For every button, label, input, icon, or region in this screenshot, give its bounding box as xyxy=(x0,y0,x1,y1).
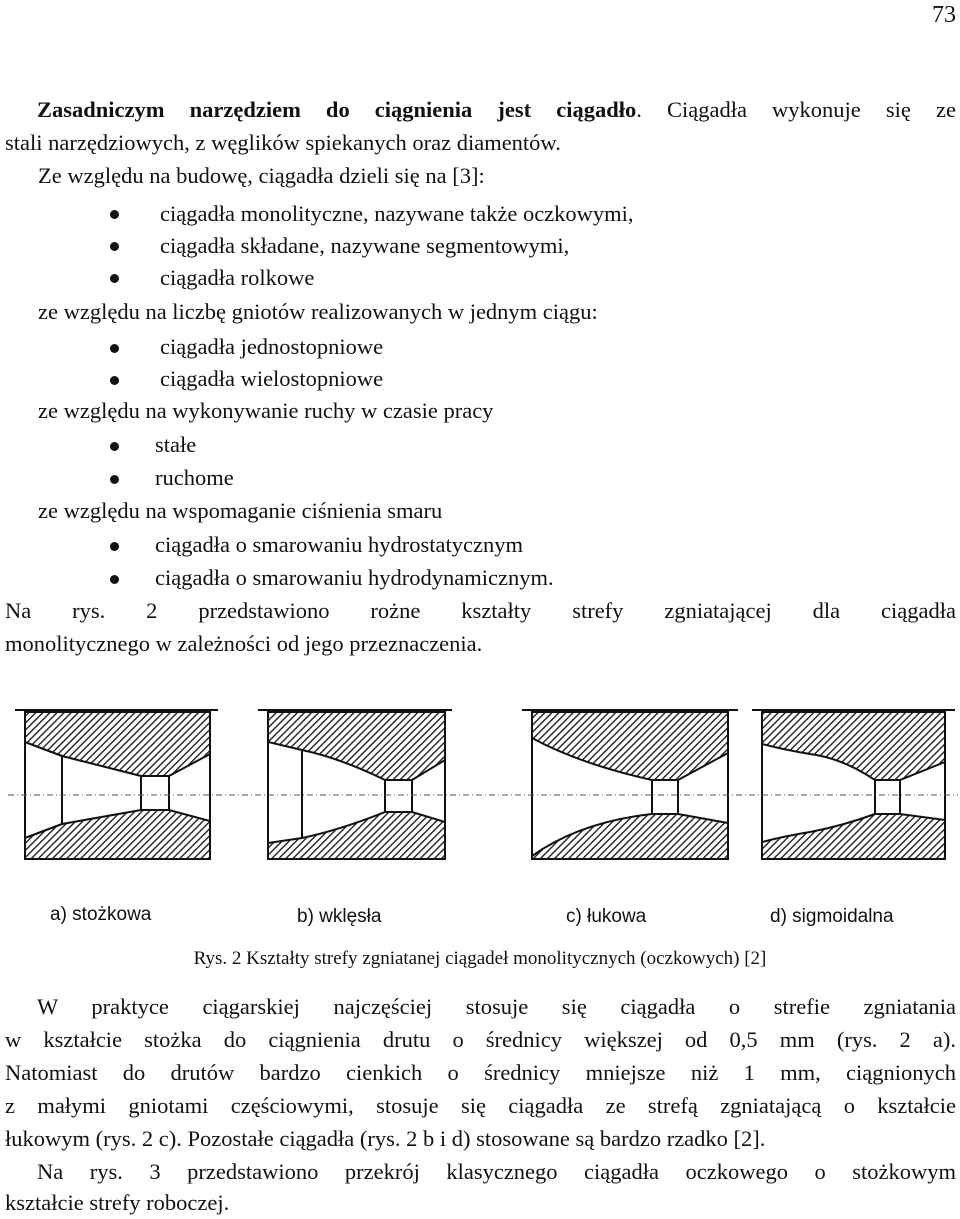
group-heading-3: ze względu na wykonywanie ruchy w czasie pracy xyxy=(38,398,494,423)
page-number: 73 xyxy=(932,2,956,28)
list-item: ciągadła wielostopniowe xyxy=(160,366,384,391)
bullet xyxy=(110,344,119,353)
para2-line-2: w kształcie stożka do ciągnienia drutu o średnicy większej od 0,5 mm (rys. 2 a). xyxy=(5,1027,956,1052)
bullet xyxy=(110,242,119,251)
para2-line-1: W praktyce ciągarskiej najczęściej stosuje się ciągadła o strefie zgniatania xyxy=(37,994,956,1019)
figure-label-c: c) łukowa xyxy=(566,906,647,927)
figure-intro-line-1: Na rys. 2 przedstawiono rożne kształty strefy zgniatającej dla ciągadła xyxy=(5,598,956,623)
intro-rest: . Ciągadła wykonuje się ze xyxy=(636,97,956,122)
figure-label-b: b) wklęsła xyxy=(297,906,382,927)
group-heading-2: ze względu na liczbę gniotów realizowanych w jednym ciągu: xyxy=(38,299,598,324)
bullet xyxy=(110,210,119,219)
bullet xyxy=(110,542,119,551)
para2-line-3: Natomiast do drutów bardzo cienkich o średnicy mniejsze niż 1 mm, ciągnionych xyxy=(5,1060,956,1085)
list-item: ciągadła rolkowe xyxy=(160,265,315,290)
die-c-arc xyxy=(522,710,738,859)
list-item: ciągadła o smarowaniu hydrostatycznym xyxy=(155,532,524,557)
para3-line-2: kształcie strefy roboczej. xyxy=(5,1190,230,1215)
list-item: ciągadła monolityczne, nazywane także oczkowymi, xyxy=(160,201,634,226)
list-item: ciągadła składane, nazywane segmentowymi, xyxy=(160,233,570,258)
bullet xyxy=(110,274,119,283)
list-item: ciągadła o smarowaniu hydrodynamicznym. xyxy=(155,565,554,590)
para3-line-1: Na rys. 3 przedstawiono przekrój klasycznego ciągadła oczkowego o stożkowym xyxy=(37,1159,956,1184)
figure-intro-line-2: monolitycznego w zależności od jego przeznaczenia. xyxy=(5,631,483,656)
bullet xyxy=(110,376,119,385)
die-shapes-figure xyxy=(0,698,960,898)
figure-label-d: d) sigmoidalna xyxy=(770,906,894,927)
die-b-concave xyxy=(258,710,452,859)
group-heading-1: Ze względu na budowę, ciągadła dzieli się na [3]: xyxy=(38,163,485,188)
bullet xyxy=(110,442,119,451)
bullet xyxy=(110,575,119,584)
para2-line-4: z małymi gniotami częściowymi, stosuje się ciągadła ze strefą zgniatającą o kształcie xyxy=(5,1093,956,1118)
group-heading-4: ze względu na wspomaganie ciśnienia smaru xyxy=(38,498,443,523)
figure-label-a: a) stożkowa xyxy=(50,904,152,925)
intro-line-1 xyxy=(5,93,956,126)
die-a-conical xyxy=(15,710,218,859)
intro-line-2: stali narzędziowych, z węglików spiekanych oraz diamentów. xyxy=(5,130,561,155)
list-item: ruchome xyxy=(155,465,234,490)
figure-caption: Rys. 2 Kształty strefy zgniatanej ciągadeł monolitycznych (oczkowych) [2] xyxy=(193,948,767,969)
para2-line-5: łukowym (rys. 2 c). Pozostałe ciągadła (rys. 2 b i d) stosowane są bardzo rzadko [2]. xyxy=(5,1126,766,1151)
die-d-sigmoidal xyxy=(752,710,955,859)
list-item: ciągadła jednostopniowe xyxy=(160,334,384,359)
intro-bold: Zasadniczym narzędziem do ciągnienia jest ciągadło xyxy=(37,97,637,122)
list-item: stałe xyxy=(155,432,197,457)
bullet xyxy=(110,475,119,484)
